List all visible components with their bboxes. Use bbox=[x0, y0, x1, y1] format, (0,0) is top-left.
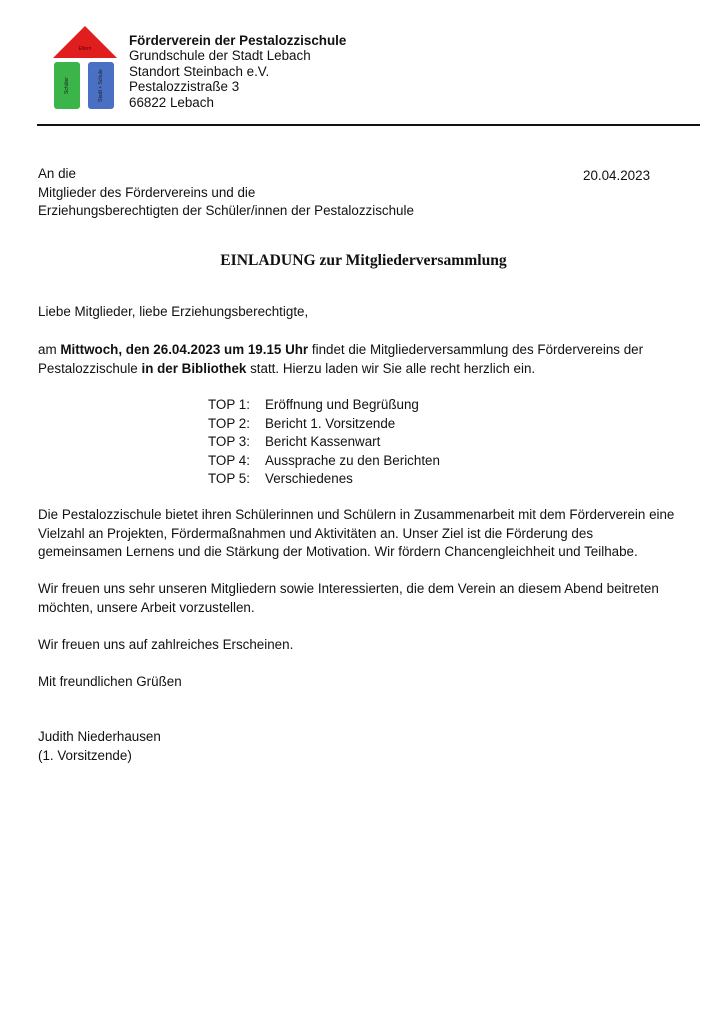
invite-text: statt. Hierzu laden wir Sie alle recht herzlich ein. bbox=[246, 360, 536, 376]
about-paragraph bbox=[38, 506, 708, 562]
signatory-role: (1. Vorsitzende) bbox=[38, 747, 132, 763]
closing-remark: Wir freuen uns auf zahlreiches Erscheinen. bbox=[38, 637, 294, 652]
closing-greeting: Mit freundlichen Grüßen bbox=[38, 674, 182, 689]
header-divider bbox=[37, 124, 700, 126]
meeting-datetime: Mittwoch, den 26.04.2023 um 19.15 Uhr bbox=[60, 342, 309, 357]
agenda-item bbox=[208, 452, 440, 471]
agenda-number: TOP 4: bbox=[208, 452, 250, 468]
recipient-line-1: An die bbox=[38, 166, 76, 181]
invitation-line-1 bbox=[38, 341, 708, 360]
agenda-text: Bericht Kassenwart bbox=[265, 434, 381, 449]
agenda-number: TOP 2: bbox=[208, 415, 250, 431]
agenda-item bbox=[208, 396, 440, 415]
agenda-item bbox=[208, 433, 440, 452]
logo-roof-label: Eltern bbox=[78, 46, 92, 52]
letterhead bbox=[129, 33, 346, 110]
signature-block bbox=[38, 728, 708, 765]
logo-left-pillar bbox=[54, 62, 80, 109]
agenda-text: Verschiedenes bbox=[265, 471, 353, 486]
invitation-line-2 bbox=[38, 360, 708, 379]
about-line-2: Vielzahl an Projekten, Fördermaßnahmen und Aktivitäten an. Unser Ziel ist die Förderung des bbox=[38, 525, 594, 541]
agenda-list bbox=[208, 396, 440, 489]
about-line-3: gemeinsamen Lernens und die Stärkung der Motivation. Wir fördern Chancengleichheit und Teilhabe. bbox=[38, 544, 638, 559]
agenda-text: Aussprache zu den Berichten bbox=[265, 452, 440, 468]
welcome-paragraph bbox=[38, 580, 708, 617]
agenda-number: TOP 5: bbox=[208, 471, 250, 486]
signatory-name: Judith Niederhausen bbox=[38, 729, 161, 744]
letter-date: 20.04.2023 bbox=[583, 168, 651, 183]
org-line-3: Standort Steinbach e.V. bbox=[129, 63, 270, 79]
agenda-item bbox=[208, 470, 440, 489]
school-logo bbox=[53, 26, 117, 110]
salutation: Liebe Mitglieder, liebe Erziehungsberechtigte, bbox=[38, 304, 309, 319]
invite-text: findet die Mitgliederversammlung des Fördervereins der bbox=[308, 342, 644, 357]
recipient-line-3: Erziehungsberechtigten der Schüler/innen der Pestalozzischule bbox=[38, 203, 414, 218]
logo-left-label: Schüler bbox=[64, 77, 70, 94]
agenda-text: Eröffnung und Begrüßung bbox=[265, 397, 419, 412]
invite-text: Pestalozzischule bbox=[38, 360, 142, 376]
letter-title: EINLADUNG zur Mitgliederversammlung bbox=[220, 252, 507, 269]
logo-right-pillar bbox=[88, 62, 114, 109]
welcome-line-1: Wir freuen uns sehr unseren Mitgliedern sowie Interessierten, die dem Verein an diesem Abend beitreten bbox=[38, 581, 659, 596]
org-city: 66822 Lebach bbox=[129, 94, 214, 110]
meeting-location: in der Bibliothek bbox=[141, 360, 247, 376]
agenda-number: TOP 1: bbox=[208, 397, 250, 412]
org-street: Pestalozzistraße 3 bbox=[129, 79, 240, 95]
agenda-text: Bericht 1. Vorsitzende bbox=[265, 415, 396, 431]
welcome-line-2: möchten, unsere Arbeit vorzustellen. bbox=[38, 599, 255, 615]
about-line-1: Die Pestalozzischule bietet ihren Schülerinnen und Schülern in Zusammenarbeit mit dem Förderverein eine bbox=[38, 507, 675, 522]
invite-text: am bbox=[38, 342, 61, 357]
logo-roof bbox=[53, 26, 117, 58]
org-name: Förderverein der Pestalozzischule bbox=[129, 33, 347, 48]
agenda-number: TOP 3: bbox=[208, 434, 250, 449]
agenda-item bbox=[208, 415, 440, 434]
recipient-line-2: Mitglieder des Fördervereins und die bbox=[38, 184, 256, 200]
invitation-paragraph bbox=[38, 341, 708, 378]
org-line-2: Grundschule der Stadt Lebach bbox=[129, 48, 311, 64]
logo-right-label: Stadt + Schule bbox=[98, 69, 104, 102]
